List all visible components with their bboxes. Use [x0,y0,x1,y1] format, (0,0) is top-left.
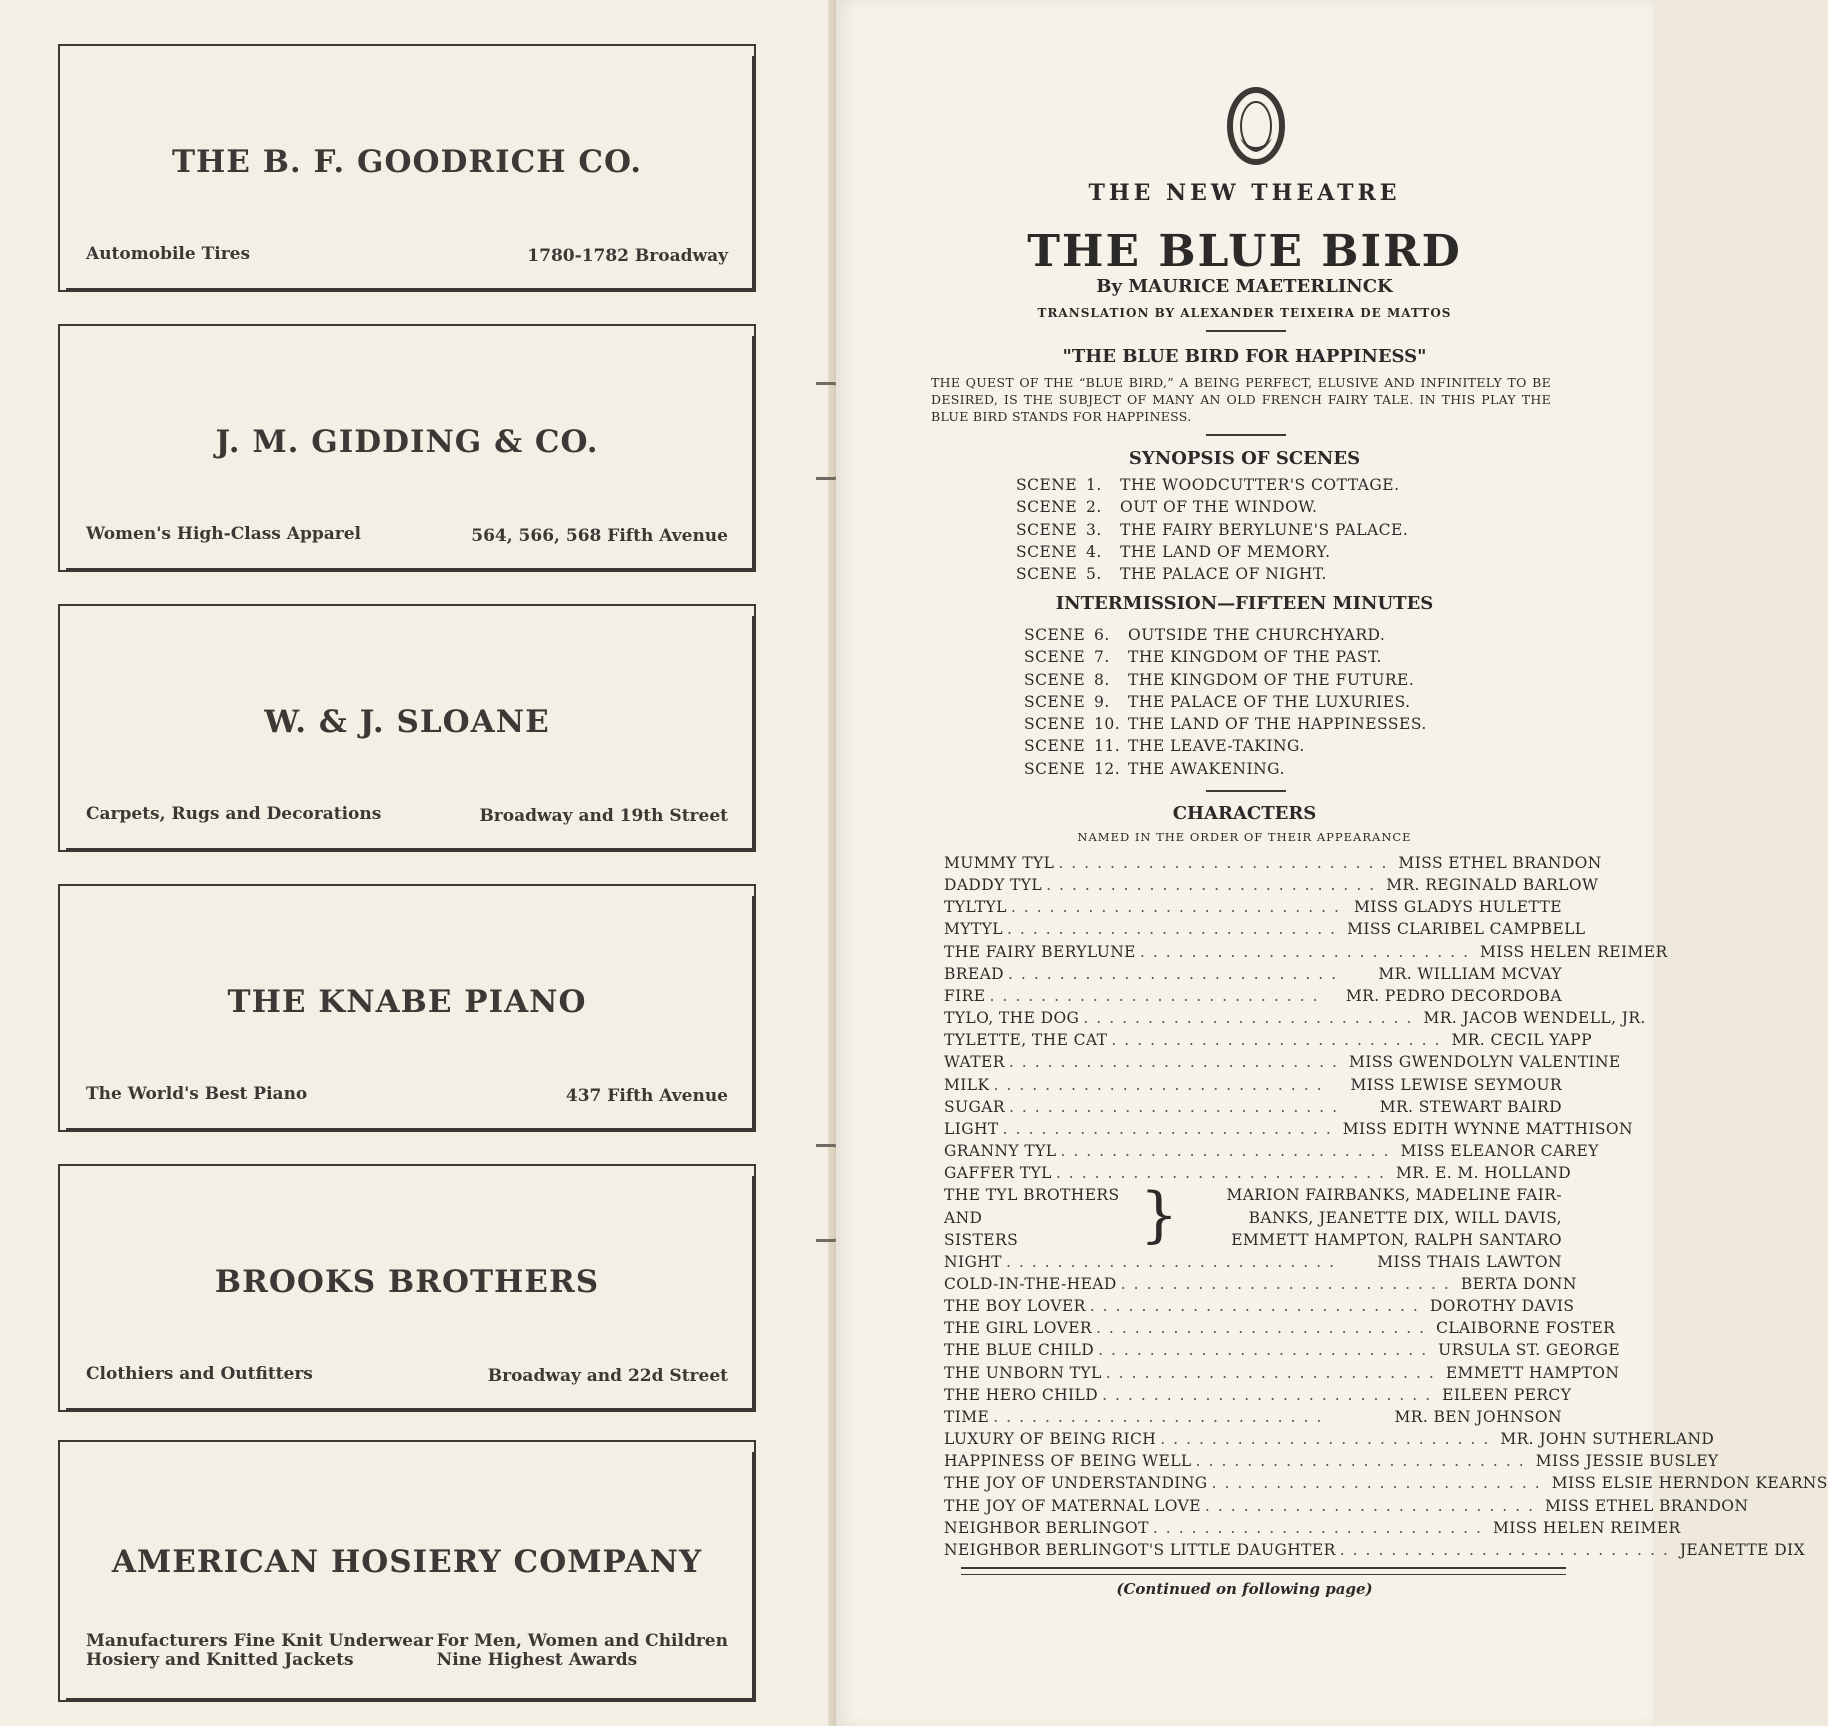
cast-row: TYLTYL .......................... MISS GLADYS HULETTE [944,898,1562,917]
theatre-emblem-icon [1226,86,1286,168]
cast-row: THE UNBORN TYL .......................... EMMETT HAMPTON [944,1363,1620,1382]
group-roles: THE TYL BROTHERS AND SISTERS [944,1186,1120,1249]
characters-heading: CHARACTERS [1172,803,1317,824]
cast-row: TYLO, THE DOG .......................... MR. JACOB WENDELL, JR. [944,1009,1646,1028]
cast-row: NEIGHBOR BERLINGOT'S LITTLE DAUGHTER .......................... JEANETTE DIX [944,1540,1806,1559]
cast-row: TYLETTE, THE CAT .......................... MR. CECIL YAPP [944,1031,1592,1050]
ad-company-name: THE B. F. GOODRICH CO. [171,144,643,180]
ad-sloane [58,604,756,852]
ad-address: 564, 566, 568 Fifth Avenue [471,526,728,546]
ad-gidding [58,324,756,572]
synopsis-heading: SYNOPSIS OF SCENES [1128,448,1361,469]
list-item: SCENE 2. OUT OF THE WINDOW. [1016,498,1318,517]
divider [1206,330,1286,332]
cast-row: COLD-IN-THE-HEAD .......................... BERTA DONN [944,1274,1577,1293]
list-item: SCENE 12. THE AWAKENING. [1024,759,1285,778]
ad-awards: For Men, Women and Children Nine Highest Awards [436,1631,728,1670]
cast-row: LIGHT .......................... MISS EDITH WYNNE MATTHISON [944,1119,1633,1138]
characters-subheading: NAMED IN THE ORDER OF THEIR APPEARANCE [1077,830,1412,844]
cast-row: THE JOY OF MATERNAL LOVE .......................... MISS ETHEL BRANDON [944,1496,1749,1515]
divider [1206,790,1286,792]
advertisement-page [0,0,836,1726]
cast-row: LUXURY OF BEING RICH .......................... MR. JOHN SUTHERLAND [944,1430,1715,1449]
list-item: SCENE 11. THE LEAVE-TAKING. [1024,737,1305,756]
cast-row: MYTYL .......................... MISS CLARIBEL CAMPBELL [944,920,1586,939]
quest-text: THE QUEST OF THE “BLUE BIRD,” A BEING PERFECT, ELUSIVE AND INFINITELY TO BE DESIRED, IS THE SUBJECT OF MANY AN OLD FRENCH FAIRY TALE. IN THIS PLAY THE BLUE BIRD STANDS FOR HAPPINESS. [931,375,1551,424]
divider [1206,434,1286,436]
cast-row: WATER .......................... MISS GWENDOLYN VALENTINE [944,1053,1621,1072]
cast-row: BREAD .......................... MR. WILLIAM MCVAY [944,964,1562,983]
scene-list-part1 [1016,474,1408,585]
ad-address: 1780-1782 Broadway [527,246,728,266]
cast-row: THE HERO CHILD .......................... EILEEN PERCY [944,1385,1572,1404]
cast-row: THE JOY OF UNDERSTANDING .......................... MISS ELSIE HERNDON KEARNS [944,1474,1828,1493]
ad-tagline: Automobile Tires [86,244,251,264]
list-item: SCENE 3. THE FAIRY BERYLUNE'S PALACE. [1016,520,1409,539]
ad-knabe [58,884,756,1132]
ad-address: 437 Fifth Avenue [565,1086,728,1106]
ad-tagline: The World's Best Piano [86,1084,308,1104]
cast-row: TIME .......................... MR. BEN JOHNSON [944,1407,1562,1426]
ad-address: Broadway and 22d Street [487,1366,728,1386]
play-author: By MAURICE MAETERLINCK [1096,276,1393,297]
ad-american-hosiery [58,1440,756,1702]
continued-note: (Continued on following page) [1116,1580,1373,1598]
ad-tagline: Clothiers and Outfitters [86,1364,313,1384]
ad-company-name: W. & J. SLOANE [264,704,550,740]
cast-row: MILK .......................... MISS LEWISE SEYMOUR [944,1075,1562,1094]
intermission-heading: INTERMISSION—FIFTEEN MINUTES [1055,593,1434,614]
cast-row: THE FAIRY BERYLUNE .......................... MISS HELEN REIMER [944,942,1668,961]
ad-goodrich [58,44,756,292]
ad-company-name: BROOKS BROTHERS [214,1264,600,1300]
ad-company-name: THE KNABE PIANO [227,984,587,1020]
program-page [836,0,1828,1726]
ad-company-name: AMERICAN HOSIERY COMPANY [111,1544,703,1580]
ad-tagline: Women's High-Class Apparel [86,524,361,544]
list-item: SCENE 10. THE LAND OF THE HAPPINESSES. [1024,715,1427,734]
cast-row: NIGHT .......................... MISS THAIS LAWTON [944,1252,1562,1271]
list-item: SCENE 7. THE KINGDOM OF THE PAST. [1024,648,1382,667]
cast-row: HAPPINESS OF BEING WELL .......................... MISS JESSIE BUSLEY [944,1452,1719,1471]
ad-tagline: Carpets, Rugs and Decorations [86,804,382,824]
ad-tagline: Manufacturers Fine Knit Underwear Hosiery and Knitted Jackets [86,1631,433,1670]
play-title: THE BLUE BIRD [1027,226,1462,277]
cast-row: MUMMY TYL .......................... MISS ETHEL BRANDON [944,854,1602,872]
quest-heading: "THE BLUE BIRD FOR HAPPINESS" [1062,346,1427,367]
double-rule [961,1567,1566,1575]
ad-address: Broadway and 19th Street [479,806,728,826]
cast-list [944,852,1828,1561]
cast-row: THE BOY LOVER .......................... DOROTHY DAVIS [944,1297,1575,1316]
ad-brooks [58,1164,756,1412]
list-item: SCENE 5. THE PALACE OF NIGHT. [1016,565,1327,584]
list-item: SCENE 8. THE KINGDOM OF THE FUTURE. [1024,670,1415,689]
list-item: SCENE 4. THE LAND OF MEMORY. [1016,542,1331,561]
cast-group-row [944,1180,1562,1251]
translation-credit: TRANSLATION BY ALEXANDER TEIXEIRA DE MATTOS [1037,306,1452,320]
cast-row: THE BLUE CHILD .......................... URSULA ST. GEORGE [944,1341,1621,1360]
ad-company-name: J. M. GIDDING & CO. [215,424,599,460]
list-item: SCENE 1. THE WOODCUTTER'S COTTAGE. [1016,476,1400,494]
theatre-name: THE NEW THEATRE [1088,180,1401,206]
cast-row: NEIGHBOR BERLINGOT .......................... MISS HELEN REIMER [944,1518,1681,1537]
list-item: SCENE 9. THE PALACE OF THE LUXURIES. [1024,692,1411,711]
cast-row: FIRE .......................... MR. PEDRO DECORDOBA [944,986,1562,1005]
list-item: SCENE 6. OUTSIDE THE CHURCHYARD. [1024,626,1386,644]
brace-icon: } [1140,1180,1179,1251]
cast-row: THE GIRL LOVER .......................... CLAIBORNE FOSTER [944,1319,1616,1338]
cast-row: GAFFER TYL .......................... MR. E. M. HOLLAND [944,1164,1572,1183]
scene-list-part2 [1024,624,1427,780]
cast-row: SUGAR .......................... MR. STEWART BAIRD [944,1097,1562,1116]
cast-row: DADDY TYL .......................... MR. REGINALD BARLOW [944,876,1599,895]
group-actors: MARION FAIRBANKS, MADELINE FAIR- BANKS, JEANETTE DIX, WILL DAVIS, EMMETT HAMPTON, RALPH SANTARO [1226,1186,1562,1249]
cast-row: GRANNY TYL .......................... MISS ELEANOR CAREY [944,1142,1599,1161]
